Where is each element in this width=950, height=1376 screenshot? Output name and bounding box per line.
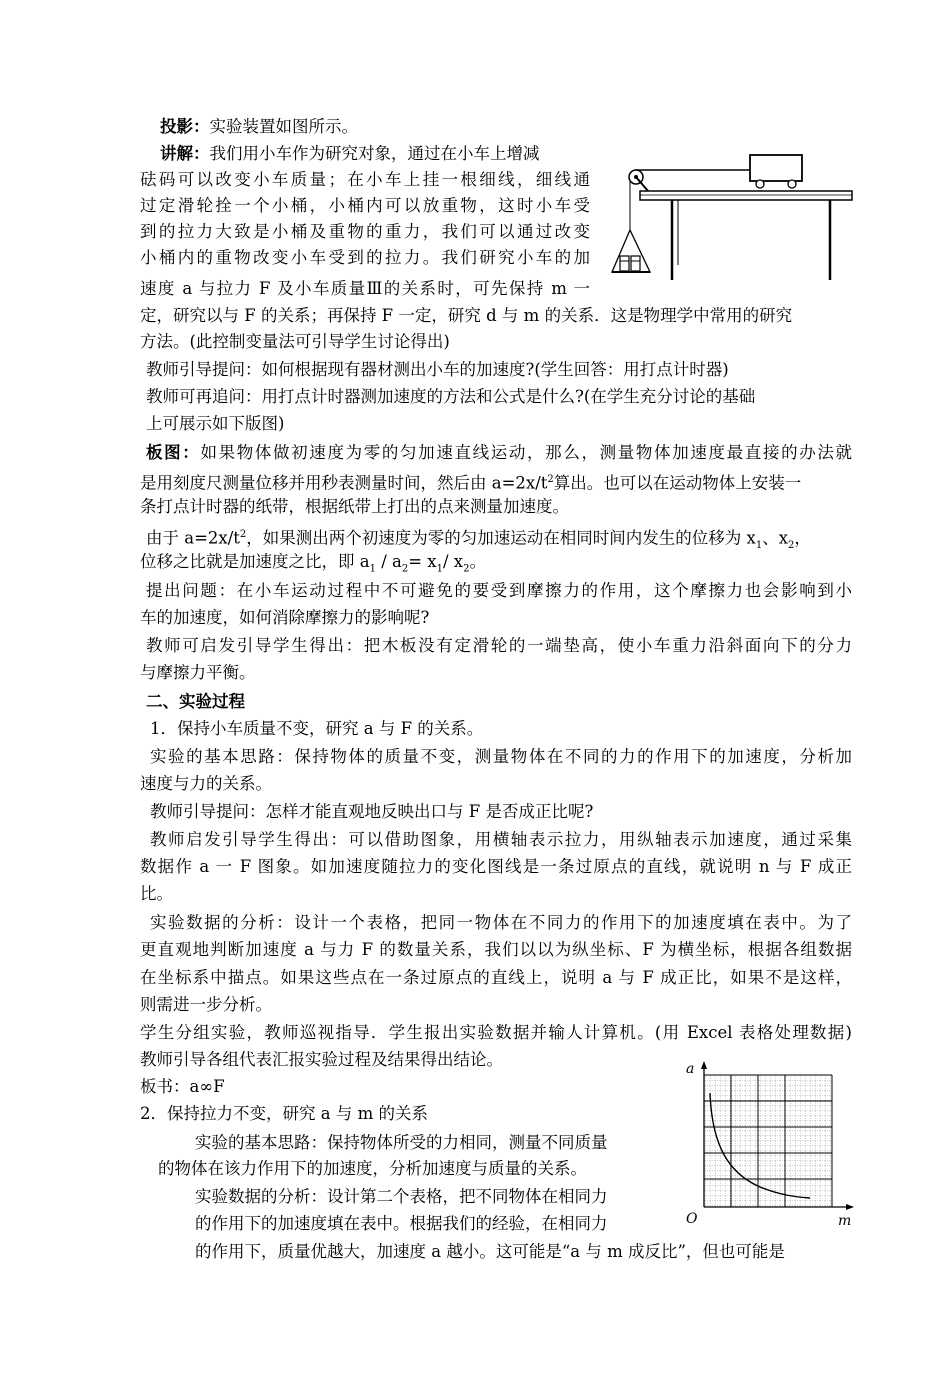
projection-label: 投影：	[160, 117, 210, 136]
board-label: 板图：	[146, 443, 201, 462]
explain-line-1	[160, 142, 540, 166]
board-line-2: 是用刻度尺测量位移并用秒表测量时间，然后由 $a=2x/t^2$算出。也可以在运动物体上安装一	[140, 473, 802, 493]
friction-question-1: 提出问题：在小车运动过程中不可避免的要受到摩擦力的作用，这个摩擦力也会影响到小	[146, 581, 852, 600]
inspire-line-2: 数据作 a 一 F 图象。如加速度随拉力的变化图线是一条过原点的直线，就说明 n 与 F 成正	[140, 857, 852, 876]
explain-text-1: 我们用小车作为研究对象，通过在小车上增减	[209, 144, 540, 163]
step-2-title: 2．保持拉力不变，研究 a 与 m 的关系	[140, 1104, 428, 1123]
board-line-3: 条打点计时器的纸带，根据纸带上打出的点来测量加速度。	[140, 497, 569, 516]
analysis2-line-3: 的作用下，质量优越大，加速度 a 越小。这可能是“a 与 m 成反比”，但也可能是	[195, 1242, 785, 1261]
graph-x-label: m	[838, 1213, 852, 1229]
friction-answer-2: 与摩擦力平衡。	[140, 663, 256, 682]
board-line-1	[146, 441, 852, 465]
explain-line-7: 定，研究以与 F 的关系；再保持 F 一定，研究 d 与 m 的关系．这是物理学中常用的研究	[140, 306, 793, 325]
graph-origin-label: O	[686, 1211, 698, 1227]
a-m-graph	[680, 1055, 860, 1230]
explain-line-8: 方法。(此控制变量法可引导学生讨论得出)	[140, 332, 450, 351]
explain-line-3: 过定滑轮拴一个小桶，小桶内可以放重物，这时小车受	[140, 196, 590, 215]
analysis2-line-2: 的作用下的加速度填在表中。根据我们的经验，在相同力	[195, 1214, 608, 1233]
explain-line-6: 速度 a 与拉力 F 及小车质量Ⅲ的关系时，可先保持 m 一	[140, 279, 590, 298]
explain-label: 讲解：	[160, 144, 210, 163]
inspire-line-3: 比。	[140, 884, 173, 903]
idea2-line-1: 实验的基本思路：保持物体所受的力相同，测量不同质量	[195, 1133, 608, 1152]
analysis-line-3: 在坐标系中描点。如果这些点在一条过原点的直线上，说明 a 与 F 成正比，如果不是这样，	[140, 968, 852, 987]
projection-text: 实验装置如图所示。	[209, 117, 358, 136]
ratio-line-1: 由于 $a=2x/t^2$，如果测出两个初速度为零的匀加速运动在相同时间内发生的位移为 $x_1$、$x_2$，	[146, 528, 811, 551]
group-experiment-line: 学生分组实验，教师巡视指导．学生报出实验数据并输人计算机。(用 Excel 表格处理数据)	[140, 1023, 852, 1042]
explain-line-5: 小桶内的重物改变小车受到的拉力。我们研究小车的加	[140, 248, 590, 267]
idea-line-2: 速度与力的关系。	[140, 774, 272, 793]
board-writing: 板书：a∞F	[140, 1077, 225, 1096]
explain-line-4: 到的拉力大致是小桶及重物的重力，我们可以通过改变	[140, 222, 590, 241]
idea-line-1: 实验的基本思路：保持物体的质量不变，测量物体在不同的力的作用下的加速度，分析加	[150, 747, 852, 766]
board-text-1: 如果物体做初速度为零的匀加速直线运动，那么，测量物体加速度最直接的办法就	[200, 443, 853, 462]
teacher-question-2: 教师引导提问：怎样才能直观地反映出口与 F 是否成正比呢?	[150, 802, 594, 821]
idea2-line-2: 的物体在该力作用下的加速度，分析加速度与质量的关系。	[158, 1159, 587, 1178]
graph-y-label: a	[686, 1061, 695, 1077]
apparatus-figure	[600, 145, 860, 285]
friction-question-2: 车的加速度，如何消除摩擦力的影响呢?	[140, 608, 430, 627]
explain-line-2: 砝码可以改变小车质量；在小车上挂一根细线，细线通	[140, 170, 590, 189]
analysis-line-2: 更直观地判断加速度 a 与力 F 的数量关系，我们以以为纵坐标、F 为横坐标，根据各组数据	[140, 940, 852, 959]
analysis-line-1: 实验数据的分析：设计一个表格，把同一物体在不同力的作用下的加速度填在表中。为了	[150, 913, 852, 932]
section-heading: 二、实验过程	[146, 692, 245, 711]
ratio-line-2: 位移之比就是加速度之比，即 $a_1 / a_2= x_1/$ $x_2$。	[140, 552, 486, 575]
teacher-question-1: 教师引导提问：如何根据现有器材测出小车的加速度?(学生回答：用打点计时器)	[146, 360, 729, 379]
analysis2-line-1: 实验数据的分析：设计第二个表格，把不同物体在相同力	[195, 1187, 608, 1206]
inspire-line-1: 教师启发引导学生得出：可以借助图象，用横轴表示拉力，用纵轴表示加速度，通过采集	[150, 830, 852, 849]
projection-line	[160, 115, 358, 139]
friction-answer-1: 教师可启发引导学生得出：把木板没有定滑轮的一端垫高，使小车重力沿斜面向下的分力	[146, 636, 852, 655]
teacher-followup-1: 教师可再追问：用打点计时器测加速度的方法和公式是什么?(在学生充分讨论的基础	[146, 387, 756, 406]
report-line: 教师引导各组代表汇报实验过程及结果得出结论。	[140, 1050, 503, 1069]
step-1-title: 1．保持小车质量不变，研究 a 与 F 的关系。	[150, 719, 484, 738]
teacher-followup-2: 上可展示如下版图)	[146, 414, 285, 433]
analysis-line-4: 则需进一步分析。	[140, 995, 272, 1014]
